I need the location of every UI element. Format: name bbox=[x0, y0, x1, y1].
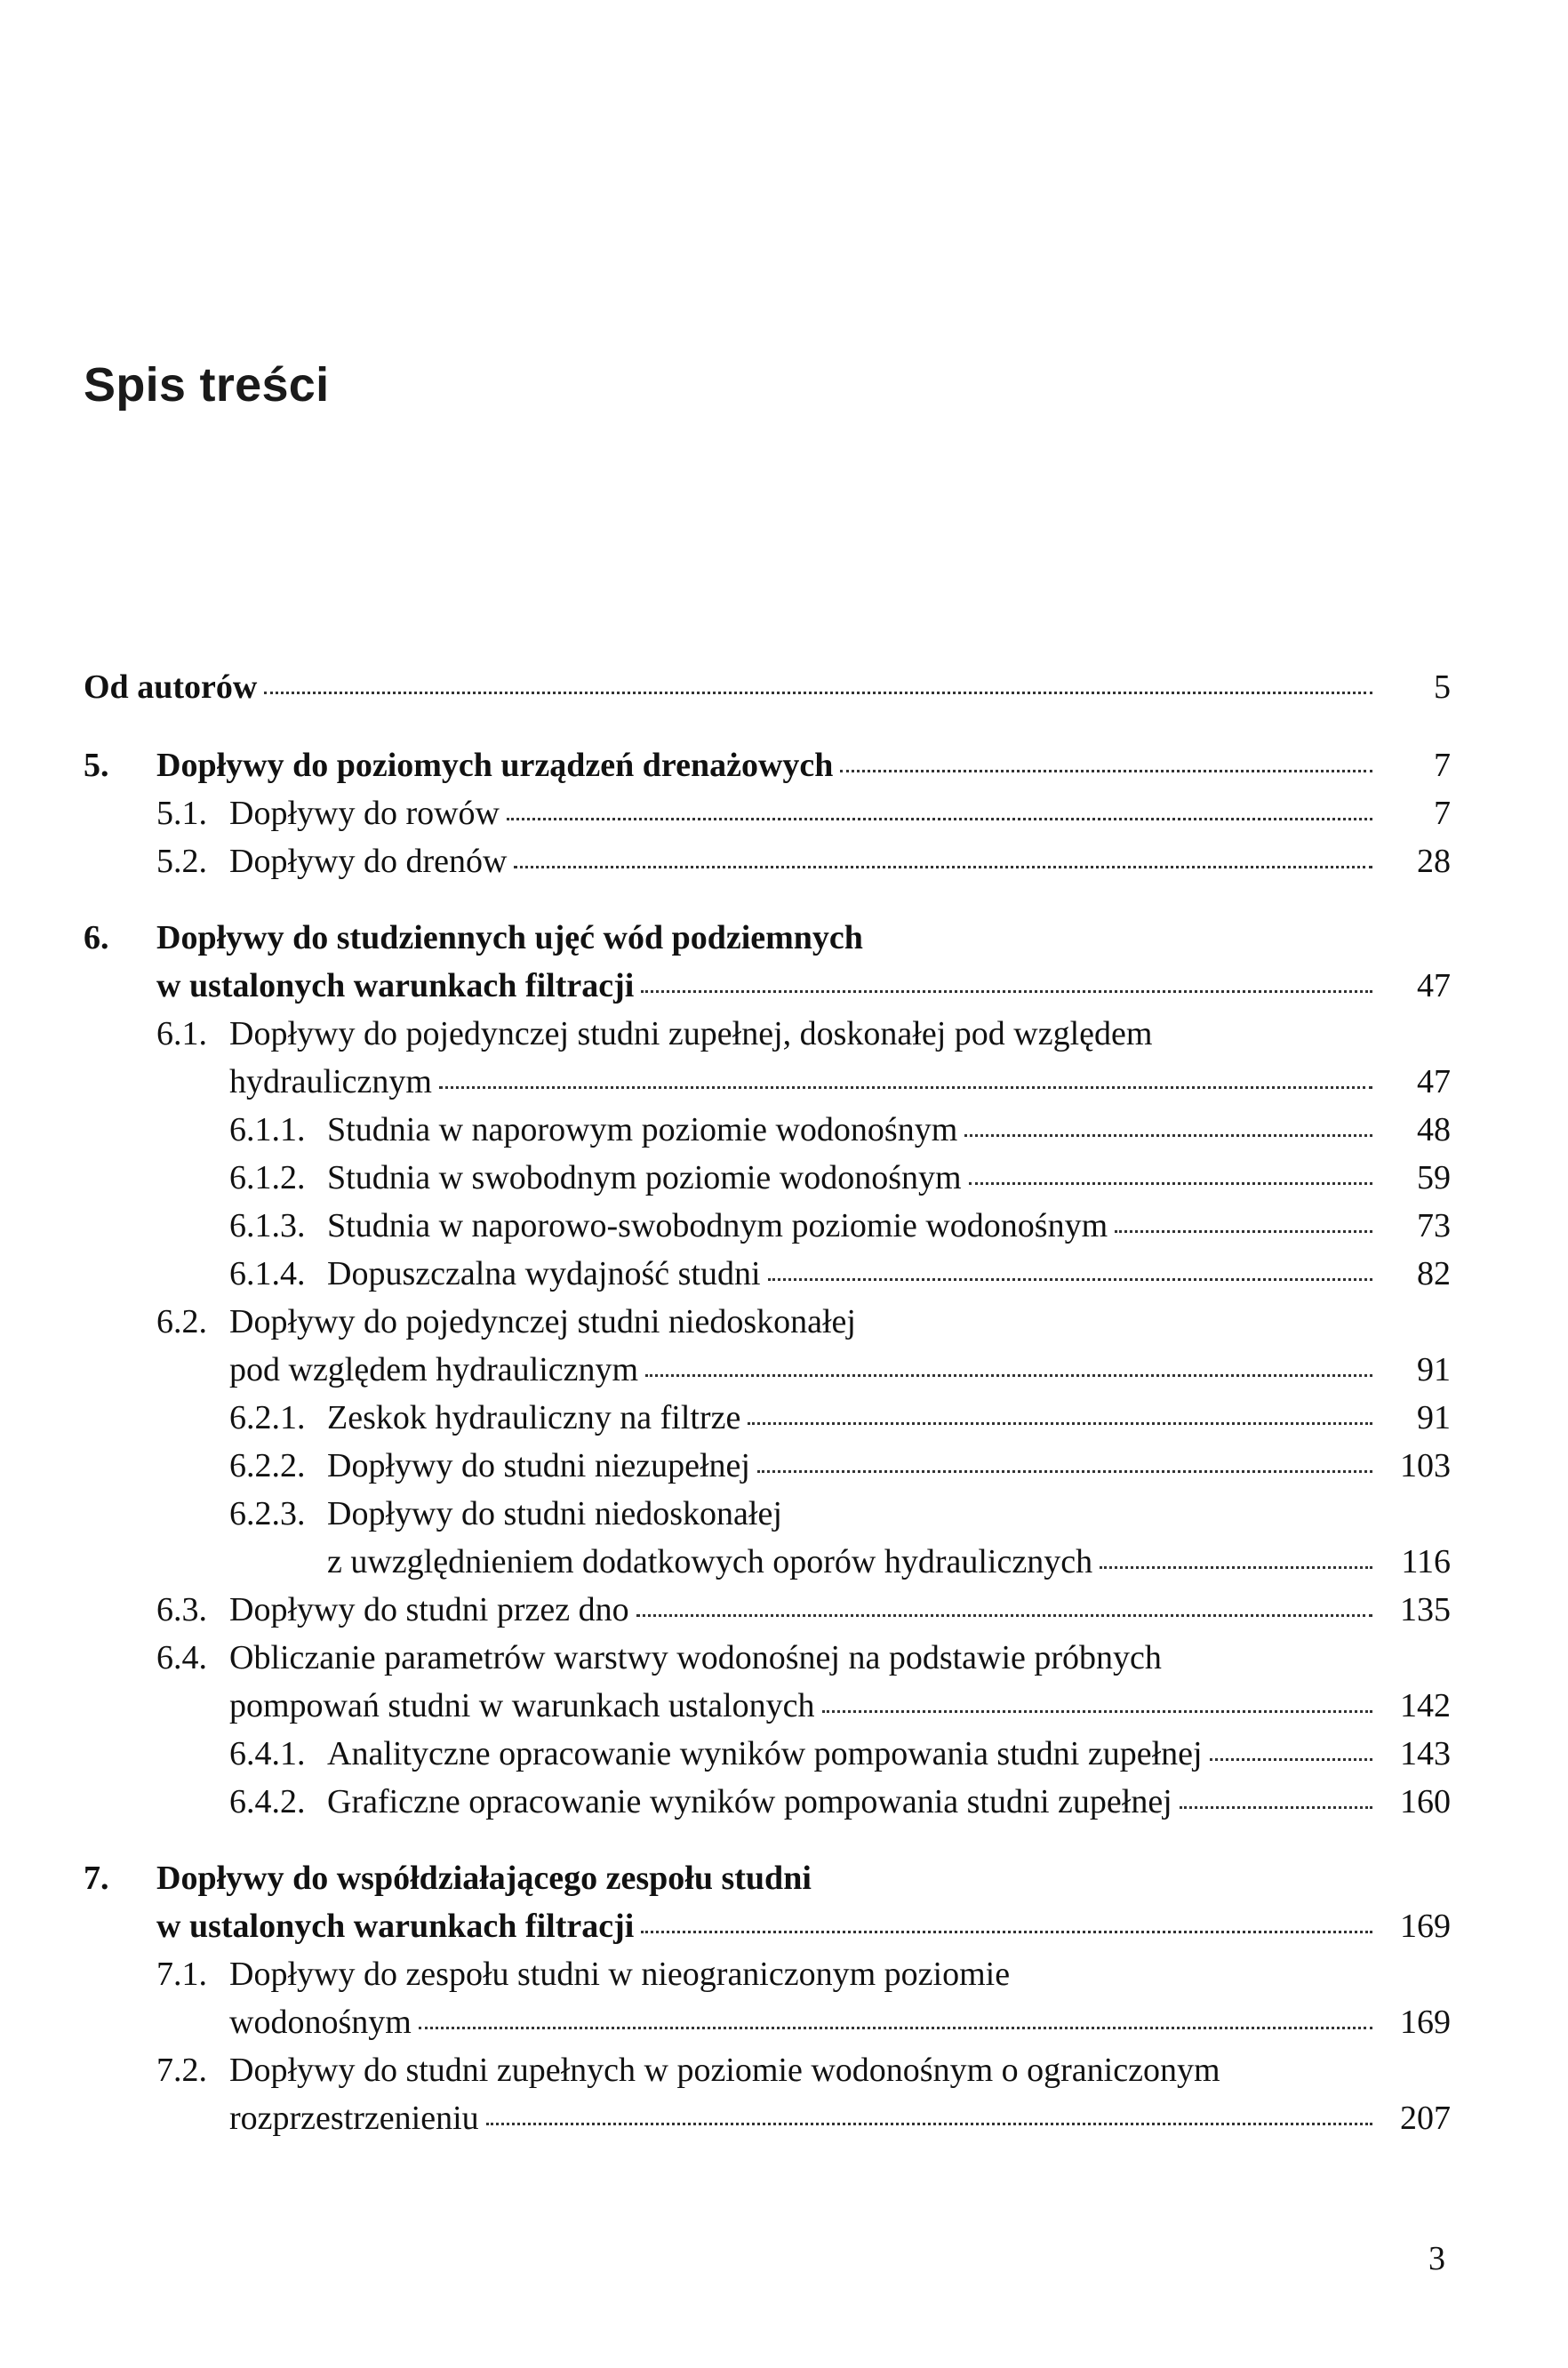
dot-leader bbox=[645, 1374, 1372, 1377]
toc-page-number: 7 bbox=[1434, 747, 1451, 784]
dot-leader bbox=[514, 866, 1372, 868]
toc-entry-title: Dopływy do poziomych urządzeń drenażowych bbox=[156, 747, 834, 784]
toc-entry-title: Analityczne opracowanie wyników pompowania studni zupełnej bbox=[327, 1735, 1203, 1772]
toc-subsection-6-2-3 bbox=[229, 1497, 1451, 1531]
toc-section-number: 5.1. bbox=[156, 795, 207, 832]
dot-leader bbox=[1115, 1230, 1372, 1233]
toc-page-number: 169 bbox=[1400, 2004, 1451, 2041]
toc-subsection-number: 6.2.1. bbox=[229, 1399, 306, 1436]
toc-entry-title: Obliczanie parametrów warstwy wodonośnej na podstawie próbnych bbox=[229, 1639, 1162, 1676]
toc-entry-title: w ustalonych warunkach filtracji bbox=[156, 1908, 635, 1945]
toc-entry-od-autorow bbox=[84, 670, 1451, 704]
toc-section-7-2-cont bbox=[229, 2101, 1451, 2135]
toc-chapter-number: 6. bbox=[84, 919, 109, 956]
toc-section-7-2 bbox=[156, 2053, 1451, 2087]
toc-page-number: 48 bbox=[1417, 1111, 1451, 1148]
toc-entry-title: Dopływy do rowów bbox=[229, 795, 500, 832]
toc-section-number: 5.2. bbox=[156, 843, 207, 880]
toc-section-6-2-cont bbox=[229, 1353, 1451, 1387]
toc-chapter-number: 5. bbox=[84, 747, 109, 784]
toc-entry-title: Studnia w naporowym poziomie wodonośnym bbox=[327, 1111, 958, 1148]
toc-section-number: 6.4. bbox=[156, 1639, 207, 1676]
dot-leader bbox=[840, 770, 1372, 772]
dot-leader bbox=[822, 1710, 1372, 1713]
toc-subsection-6-1-1 bbox=[229, 1113, 1451, 1147]
toc-entry-title: Od autorów bbox=[84, 668, 258, 706]
page-number-footer: 3 bbox=[1428, 2240, 1445, 2277]
toc-entry-title: Dopływy do współdziałającego zespołu studni bbox=[156, 1860, 812, 1897]
toc-page-number: 5 bbox=[1434, 668, 1451, 706]
toc-section-6-3 bbox=[156, 1593, 1451, 1627]
toc-subsection-number: 6.4.2. bbox=[229, 1783, 306, 1820]
toc-entry-title: Dopływy do drenów bbox=[229, 843, 508, 880]
dot-leader bbox=[748, 1422, 1372, 1425]
dot-leader bbox=[757, 1470, 1372, 1473]
toc-page-number: 207 bbox=[1400, 2100, 1451, 2137]
toc-section-number: 7.1. bbox=[156, 1956, 207, 1993]
toc-subsection-6-1-3 bbox=[229, 1209, 1451, 1243]
toc-entry-title: Dopływy do pojedynczej studni niedoskonałej bbox=[229, 1303, 856, 1340]
toc-section-6-1-cont bbox=[229, 1065, 1451, 1099]
toc-subsection-6-1-4 bbox=[229, 1257, 1451, 1291]
toc-page-number: 160 bbox=[1400, 1783, 1451, 1820]
toc-subsection-6-1-2 bbox=[229, 1161, 1451, 1195]
toc-page-number: 73 bbox=[1417, 1207, 1451, 1244]
toc-entry-title: pompowań studni w warunkach ustalonych bbox=[229, 1687, 815, 1724]
dot-leader bbox=[439, 1086, 1372, 1089]
dot-leader bbox=[1210, 1758, 1372, 1761]
toc-entry-title: z uwzględnieniem dodatkowych oporów hydraulicznych bbox=[327, 1543, 1093, 1580]
toc-subsection-6-2-2 bbox=[229, 1449, 1451, 1483]
toc-page-number: 169 bbox=[1400, 1908, 1451, 1945]
dot-leader bbox=[641, 1931, 1372, 1933]
toc-entry-title: Studnia w naporowo-swobodnym poziomie wodonośnym bbox=[327, 1207, 1108, 1244]
page-title: Spis treści bbox=[84, 358, 330, 412]
toc-section-number: 6.3. bbox=[156, 1591, 207, 1628]
toc-section-5-1 bbox=[156, 796, 1451, 830]
dot-leader bbox=[419, 2027, 1372, 2029]
dot-leader bbox=[1100, 1566, 1372, 1569]
toc-chapter-7 bbox=[84, 1861, 1451, 1895]
toc-entry-title: Dopływy do studziennych ujęć wód podziemnych bbox=[156, 919, 863, 956]
toc-chapter-7-cont bbox=[156, 1909, 1451, 1943]
dot-leader bbox=[969, 1182, 1372, 1185]
toc-chapter-5 bbox=[84, 748, 1451, 782]
toc-subsection-number: 6.4.1. bbox=[229, 1735, 306, 1772]
toc-page-number: 28 bbox=[1417, 843, 1451, 880]
toc-page-number: 82 bbox=[1417, 1255, 1451, 1292]
toc-entry-title: Dopływy do studni niedoskonałej bbox=[327, 1495, 782, 1532]
dot-leader bbox=[964, 1134, 1372, 1137]
dot-leader bbox=[486, 2123, 1372, 2125]
toc-section-6-4 bbox=[156, 1641, 1451, 1675]
toc-section-7-1 bbox=[156, 1957, 1451, 1991]
toc-section-7-1-cont bbox=[229, 2005, 1451, 2039]
toc-subsection-6-2-3-cont bbox=[327, 1545, 1451, 1579]
dot-leader bbox=[1180, 1806, 1372, 1809]
toc-entry-title: Zeskok hydrauliczny na filtrze bbox=[327, 1399, 741, 1436]
toc-page-number: 143 bbox=[1400, 1735, 1451, 1772]
toc-page-number: 59 bbox=[1417, 1159, 1451, 1196]
toc-subsection-6-4-2 bbox=[229, 1785, 1451, 1819]
toc-section-number: 6.2. bbox=[156, 1303, 207, 1340]
toc-section-6-1 bbox=[156, 1017, 1451, 1051]
toc-subsection-number: 6.1.1. bbox=[229, 1111, 306, 1148]
toc-entry-title: hydraulicznym bbox=[229, 1063, 432, 1100]
toc-page-number: 47 bbox=[1417, 1063, 1451, 1100]
toc-subsection-number: 6.1.2. bbox=[229, 1159, 306, 1196]
toc-entry-title: Dopływy do studni niezupełnej bbox=[327, 1447, 750, 1484]
dot-leader bbox=[636, 1614, 1372, 1617]
toc-section-6-2 bbox=[156, 1305, 1451, 1339]
toc-entry-title: w ustalonych warunkach filtracji bbox=[156, 967, 635, 1004]
toc-chapter-number: 7. bbox=[84, 1860, 109, 1897]
toc-entry-title: Dopływy do pojedynczej studni zupełnej, doskonałej pod względem bbox=[229, 1015, 1153, 1052]
toc-subsection-number: 6.2.2. bbox=[229, 1447, 306, 1484]
dot-leader bbox=[264, 692, 1372, 694]
toc-section-number: 6.1. bbox=[156, 1015, 207, 1052]
dot-leader bbox=[641, 990, 1372, 993]
toc-page-number: 7 bbox=[1434, 795, 1451, 832]
toc-subsection-6-4-1 bbox=[229, 1737, 1451, 1771]
toc-entry-title: Dopływy do studni zupełnych w poziomie wodonośnym o ograniczonym bbox=[229, 2052, 1220, 2089]
toc-section-5-2 bbox=[156, 844, 1451, 878]
dot-leader bbox=[768, 1278, 1372, 1281]
toc-page-number: 47 bbox=[1417, 967, 1451, 1004]
toc-chapter-6-cont bbox=[156, 969, 1451, 1003]
toc-subsection-number: 6.1.3. bbox=[229, 1207, 306, 1244]
toc-page-number: 142 bbox=[1400, 1687, 1451, 1724]
toc-page-number: 91 bbox=[1417, 1399, 1451, 1436]
toc-page-number: 135 bbox=[1400, 1591, 1451, 1628]
toc-subsection-number: 6.1.4. bbox=[229, 1255, 306, 1292]
toc-page-number: 91 bbox=[1417, 1351, 1451, 1388]
toc-entry-title: Studnia w swobodnym poziomie wodonośnym bbox=[327, 1159, 962, 1196]
toc-entry-title: pod względem hydraulicznym bbox=[229, 1351, 639, 1388]
toc-page-number: 116 bbox=[1401, 1543, 1451, 1580]
toc-chapter-6 bbox=[84, 921, 1451, 955]
toc-entry-title: Dopływy do zespołu studni w nieograniczonym poziomie bbox=[229, 1956, 1011, 1993]
toc-entry-title: wodonośnym bbox=[229, 2004, 412, 2041]
toc-section-number: 7.2. bbox=[156, 2052, 207, 2089]
dot-leader bbox=[507, 818, 1372, 820]
toc-entry-title: Graficzne opracowanie wyników pompowania studni zupełnej bbox=[327, 1783, 1172, 1820]
toc-entry-title: rozprzestrzenieniu bbox=[229, 2100, 479, 2137]
toc-subsection-number: 6.2.3. bbox=[229, 1495, 306, 1532]
toc-subsection-6-2-1 bbox=[229, 1401, 1451, 1435]
toc-section-6-4-cont bbox=[229, 1689, 1451, 1723]
toc-entry-title: Dopuszczalna wydajność studni bbox=[327, 1255, 761, 1292]
toc-entry-title: Dopływy do studni przez dno bbox=[229, 1591, 629, 1628]
toc-page-number: 103 bbox=[1400, 1447, 1451, 1484]
